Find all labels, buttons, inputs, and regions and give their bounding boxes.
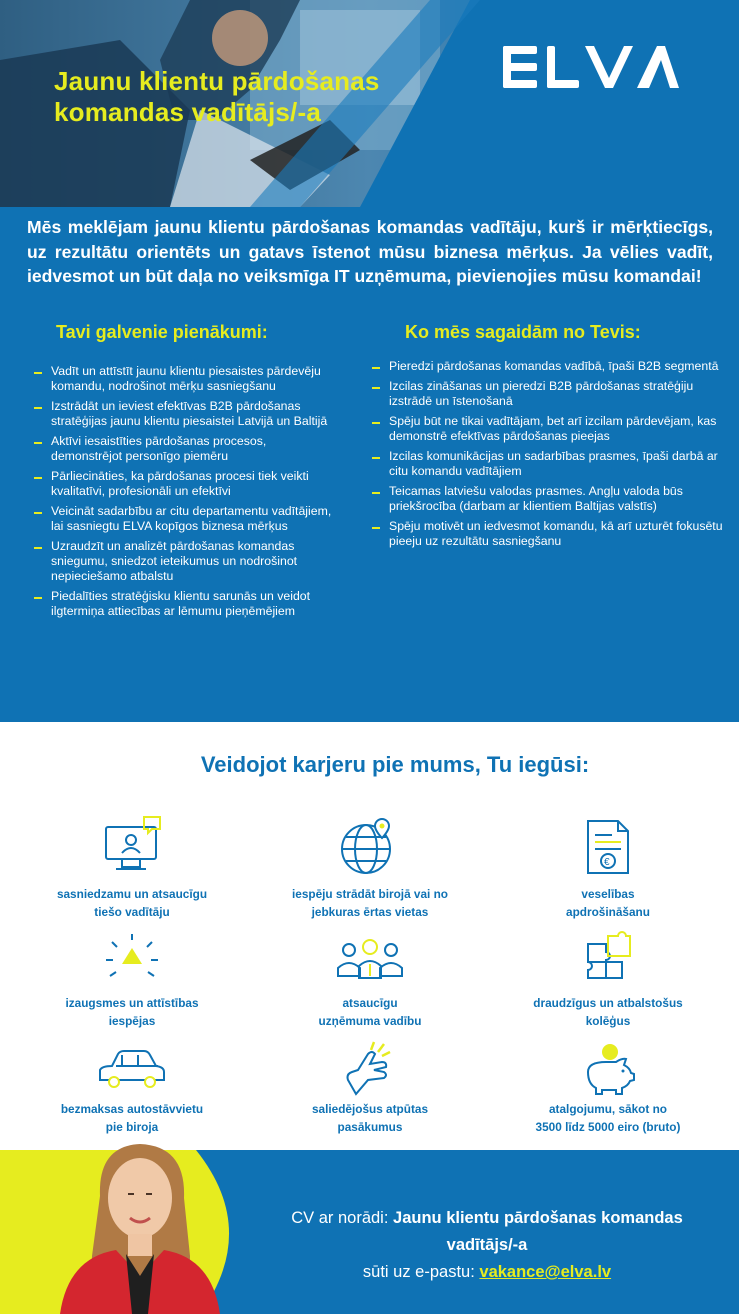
application-info [262, 1205, 712, 1286]
cv-position: Jaunu klientu pārdošanas komandas vadītājs/-a [393, 1209, 683, 1254]
bullet-dash-icon [34, 442, 42, 444]
requirement-item [372, 359, 726, 374]
benefit-label: kolēģus [585, 1014, 631, 1028]
benefit-item [22, 815, 242, 921]
recruiter-photo [40, 1136, 240, 1314]
benefit-label: tiešo vadītāju [94, 905, 170, 919]
requirement-text: Spēju būt ne tikai vadītājam, bet arī izcilam pārdevējam, kas demonstrē efektīvas pārdošanas pieejas [389, 414, 717, 443]
benefit-label: jebkuras ērtas vietas [311, 905, 429, 919]
benefit-item [22, 1042, 242, 1136]
send-text: sūti uz e-pastu: [362, 1263, 480, 1281]
bullet-dash-icon [34, 547, 42, 549]
duty-item [34, 399, 340, 429]
duty-text: Veicināt sadarbību ar citu departamentu vadītājiem, lai sasniegtu ELVA kopīgos biznesa mērķus [51, 504, 332, 533]
duty-text: Aktīvi iesaistīties pārdošanas procesos, demonstrējot personīgo piemēru [51, 434, 267, 463]
requirement-item [372, 449, 726, 479]
duties-list [34, 364, 340, 624]
requirement-text: Spēju motivēt un iedvesmot komandu, kā arī uzturēt fokusētu pieeju uz rezultātu sasniegšanu [389, 519, 723, 548]
duty-text: Vadīt un attīstīt jaunu klientu piesaistes pārdevēju komandu, nodrošinot mērķu sasniegšanu [51, 364, 321, 393]
requirement-text: Izcilas komunikācijas un sadarbības prasmes, īpaši darbā ar citu komandu vadītājiem [389, 449, 718, 478]
benefit-label: iespēju strādāt birojā vai no [291, 887, 449, 901]
bullet-dash-icon [372, 422, 380, 424]
celebration-hand-icon [338, 1040, 402, 1096]
benefit-label: pie biroja [105, 1120, 159, 1134]
growth-triangle-icon [100, 930, 164, 982]
duty-item [34, 504, 340, 534]
benefit-label: izaugsmes un attīstības [65, 996, 199, 1010]
bullet-dash-icon [372, 367, 380, 369]
team-management-icon [335, 930, 405, 982]
benefit-item [498, 1040, 718, 1136]
job-title: Jaunu klientu pārdošanas komandas vadītājs/-a [54, 66, 380, 127]
benefit-item [498, 930, 718, 1030]
bullet-dash-icon [34, 372, 42, 374]
bullet-dash-icon [34, 407, 42, 409]
bullet-dash-icon [34, 477, 42, 479]
bullet-dash-icon [34, 512, 42, 514]
benefits-heading: Veidojot karjeru pie mums, Tu iegūsi: [200, 752, 590, 777]
benefit-label: veselības [581, 887, 635, 901]
duty-text: Pārliecināties, ka pārdošanas procesi tiek veikti kvalitatīvi, profesionāli un efektīvi [51, 469, 309, 498]
benefit-label: atalgojumu, sākot no [549, 1102, 667, 1116]
benefit-item [498, 815, 718, 921]
requirement-item [372, 484, 726, 514]
bullet-dash-icon [372, 492, 380, 494]
intro-text: Mēs meklējam jaunu klientu pārdošanas komandas vadītāju, kurš ir mērķtiecīgs, uz rezultātu orientēts un gatavs īstenot mūsu biznesa mērķus. Ja vēlies vadīt, iedvesmot un būt daļa no veiksmīga IT uzņēmuma, pievienojies mūsu komandai! [27, 217, 713, 286]
email-link[interactable]: vakance@elva.lv [479, 1263, 612, 1281]
piggy-bank-icon [576, 1040, 640, 1096]
requirement-text: Izcilas zināšanas un pieredzi B2B pārdošanas stratēģiju izstrādē un īstenošanā [389, 379, 694, 408]
requirement-text: Pieredzi pārdošanas komandas vadībā, īpaši B2B segmentā [389, 359, 719, 373]
requirements-heading: Ko mēs sagaidām no Tevis: [405, 322, 641, 342]
video-call-icon [100, 815, 164, 877]
bullet-dash-icon [34, 597, 42, 599]
duty-item [34, 469, 340, 499]
benefit-label: saliedējošus atpūtas [311, 1102, 429, 1116]
elva-logo[interactable] [503, 44, 679, 90]
duty-item [34, 434, 340, 464]
duty-item [34, 589, 340, 619]
duty-item [34, 539, 340, 584]
benefit-label: sasniedzamu un atsaucīgu [56, 887, 208, 901]
svg-text:€: € [604, 857, 610, 868]
globe-location-icon [338, 815, 402, 877]
duty-text: Uzraudzīt un analizēt pārdošanas komandas sniegumu, sniedzot ieteikumus un nodrošinot nepieciešamo atbalstu [51, 539, 298, 583]
requirement-item [372, 519, 726, 549]
bullet-dash-icon [372, 527, 380, 529]
benefit-item [260, 815, 480, 921]
benefit-label: apdrošināšanu [566, 905, 650, 919]
cv-prefix: CV ar norādi: [291, 1209, 394, 1227]
requirements-list [372, 359, 726, 554]
hero-banner [0, 0, 739, 207]
benefit-label: bezmaksas autostāvvietu [60, 1102, 204, 1116]
benefit-label: atsaucīgu [342, 996, 398, 1010]
duty-item [34, 364, 340, 394]
benefit-item [260, 930, 480, 1030]
requirement-item [372, 379, 726, 409]
benefit-item [22, 930, 242, 1030]
benefit-label: draudzīgus un atbalstošus [533, 996, 683, 1010]
benefit-item [260, 1040, 480, 1136]
car-icon [94, 1042, 170, 1094]
duty-text: Izstrādāt un ieviest efektīvas B2B pārdošanas stratēģijas jaunu klientu piesaistei Latvijā un Baltijā [51, 399, 328, 428]
benefit-label: uzņēmuma vadību [318, 1014, 422, 1028]
benefit-label: iespējas [108, 1014, 156, 1028]
requirement-text: Teicamas latviešu valodas prasmes. Angļu valoda būs priekšrocība (darbam ar klientiem Baltijas valstīs) [389, 484, 683, 513]
benefit-label: 3500 līdz 5000 eiro (bruto) [535, 1120, 681, 1134]
bullet-dash-icon [372, 387, 380, 389]
requirement-item [372, 414, 726, 444]
duties-heading: Tavi galvenie pienākumi: [56, 322, 268, 342]
puzzle-icon [576, 930, 640, 982]
insurance-document-icon [576, 815, 640, 877]
duty-text: Piedalīties stratēģisku klientu sarunās un veidot ilgtermiņa attiecības ar lēmumu pieņēmējiem [51, 589, 311, 618]
bullet-dash-icon [372, 457, 380, 459]
benefit-label: pasākumus [337, 1120, 403, 1134]
